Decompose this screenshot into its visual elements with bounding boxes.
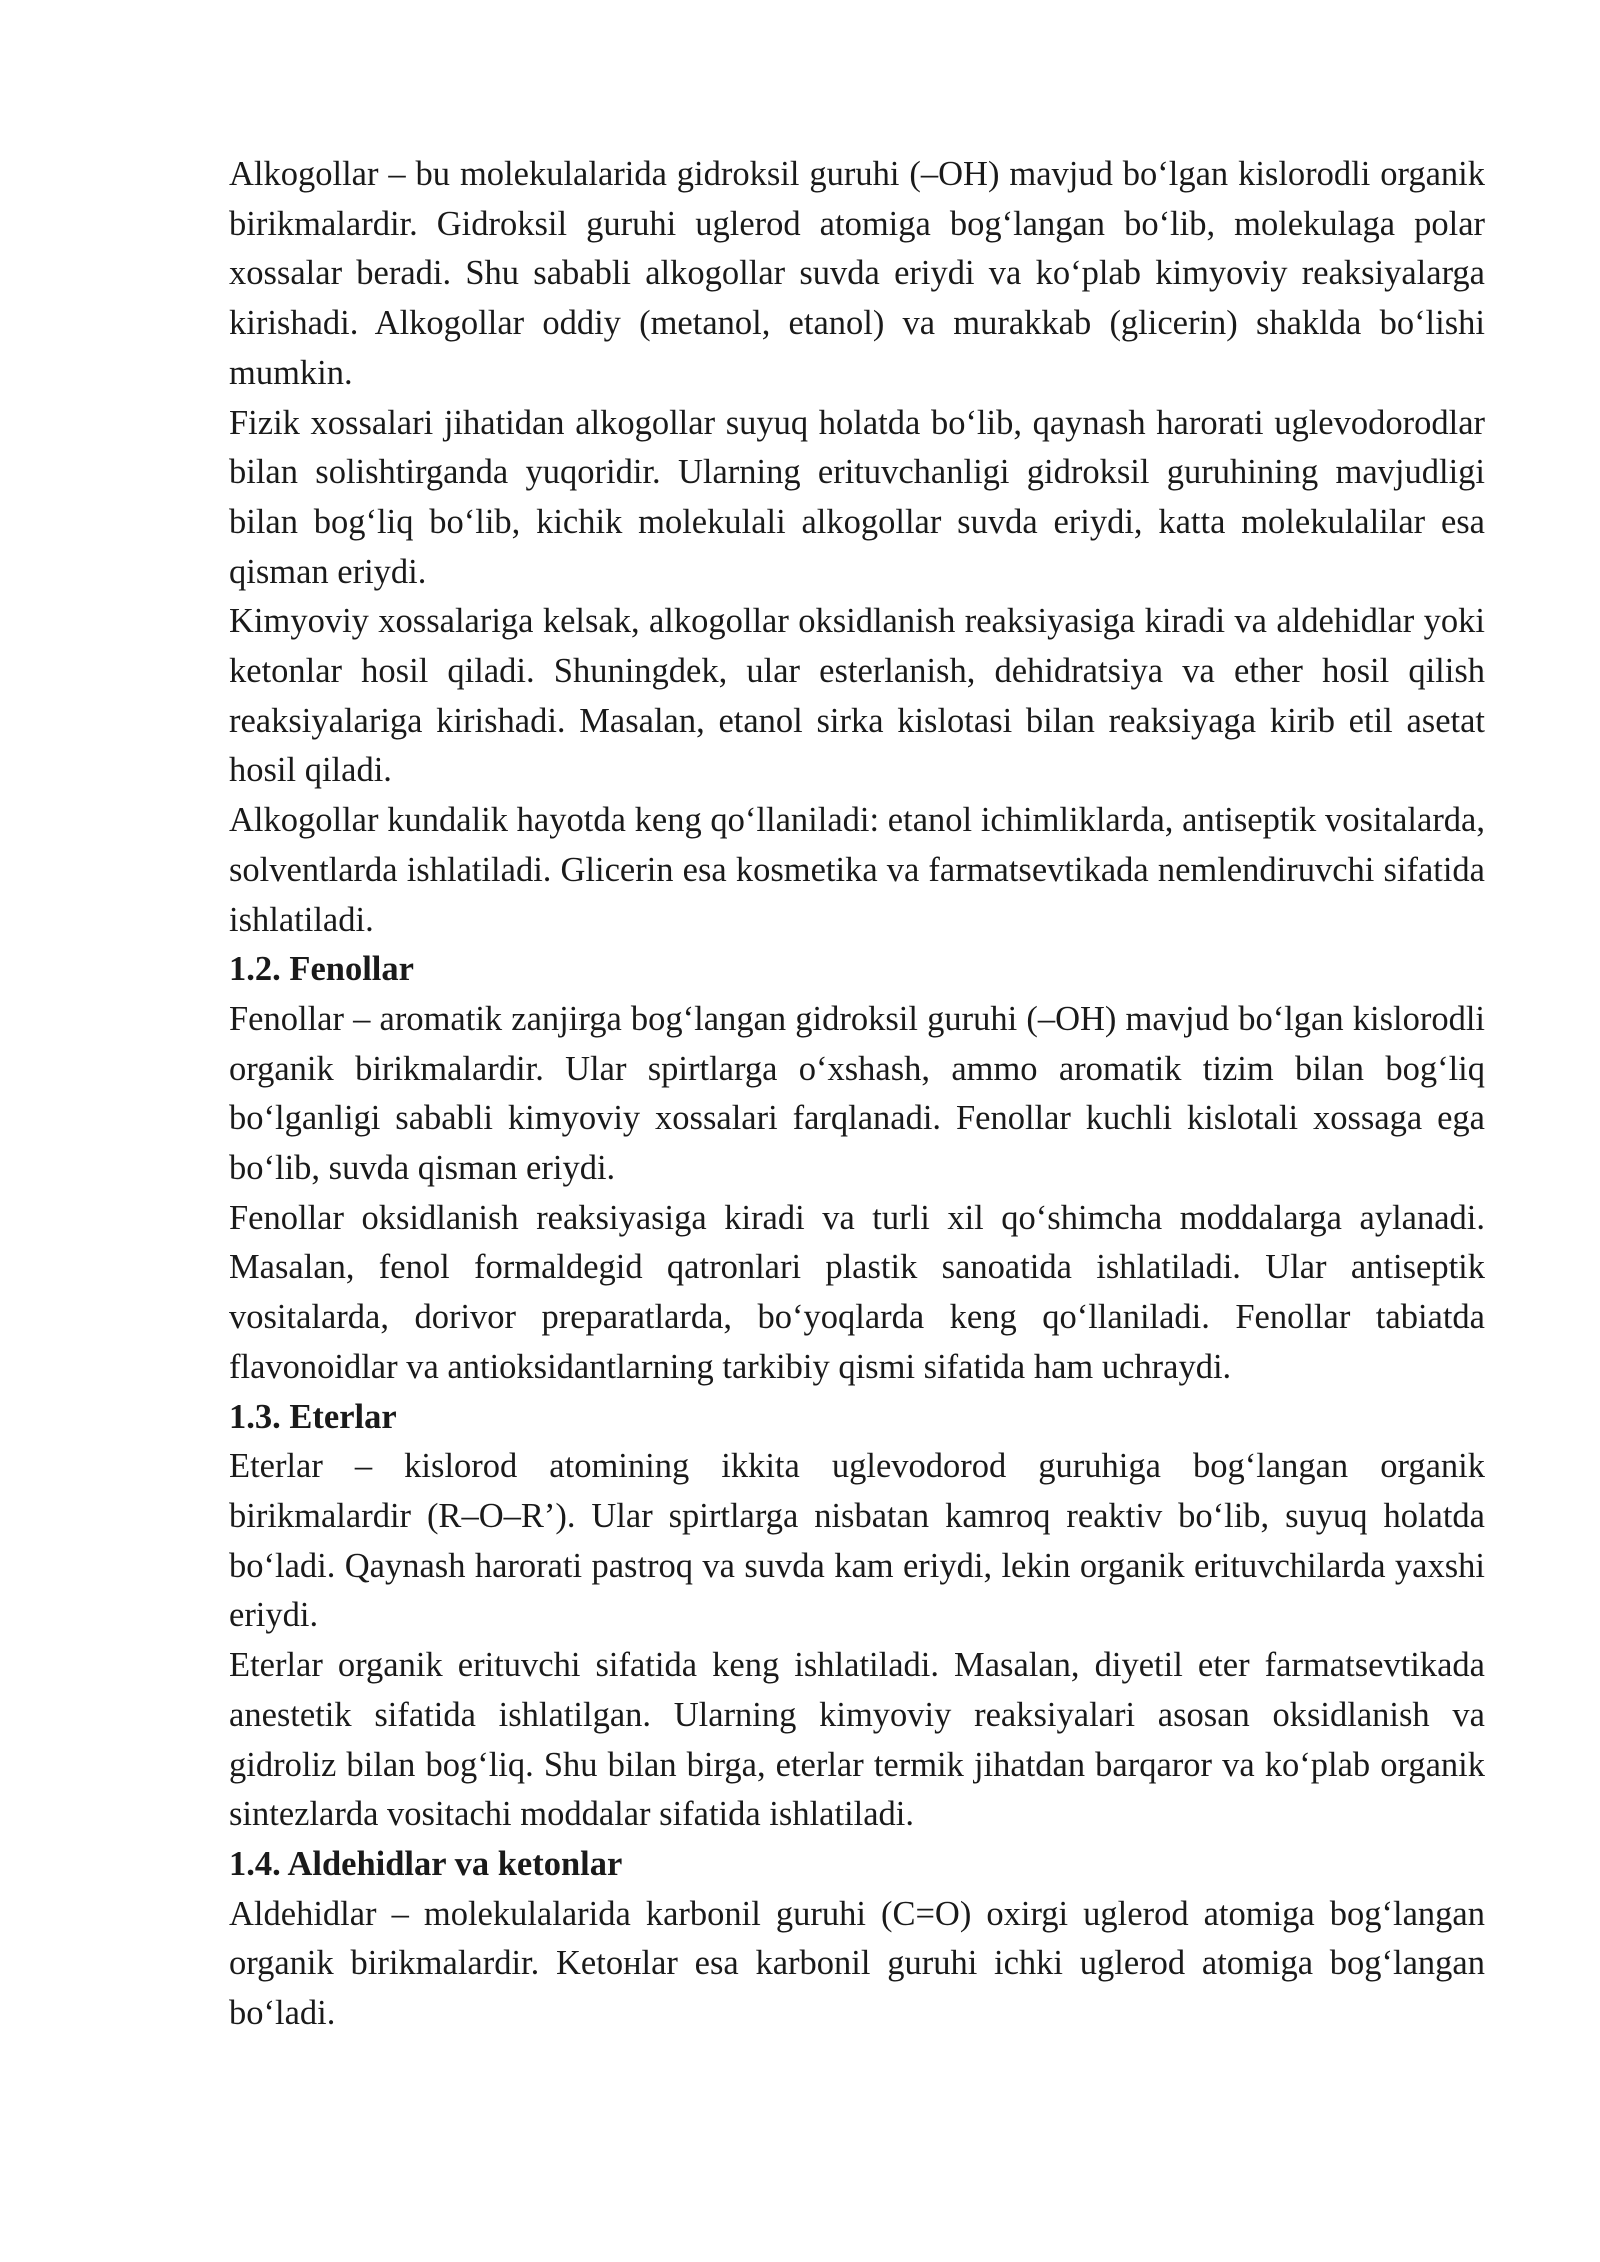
- paragraph-alcohols-physical: Fizik xossalari jihatidan alkogollar suyuq holatda bo‘lib, qaynash harorati uglevodorodlar bilan solishtirganda yuqoridir. Ularning erituvchanligi gidroksil guruhining mavjudligi bilan bog‘liq bo‘lib, kichik molekulali alkogollar suvda eriydi, katta molekulalilar esa qisman eriydi.: [229, 403, 1485, 591]
- heading-ethers: 1.3. Eterlar: [229, 1397, 397, 1436]
- paragraph-phenols-definition: Fenollar – aromatik zanjirga bog‘langan gidroksil guruhi (–OH) mavjud bo‘lgan kislorodli organik birikmalardir. Ular spirtlarga o‘xshash, ammo aromatik tizim bilan bog‘liq bo‘lganligi sababli kimyoviy xossalari farqlanadi. Fenollar kuchli kislotali xossaga ega bo‘lib, suvda qisman eriydi.: [229, 999, 1485, 1188]
- paragraph-alcohols-chemical: Kimyoviy xossalariga kelsak, alkogollar oksidlanish reaksiyasiga kiradi va aldehidlar yoki ketonlar hosil qiladi. Shuningdek, ular esterlanish, dehidratsiya va ether hosil qilish reaksiyalariga kirishadi. Masalan, etanol sirka kislotasi bilan reaksiyaga kirib etil asetat hosil qiladi.: [229, 602, 1485, 790]
- paragraph-phenols-usage: Fenollar oksidlanish reaksiyasiga kiradi va turli xil qo‘shimcha moddalarga aylanadi. Masalan, fenol formaldegid qatronlari plastik sanoatida ishlatiladi. Ular antiseptik vositalarda, dorivor preparatlarda, bo‘yoqlarda keng qo‘llaniladi. Fenollar tabiatda flavonoidlar va antioksidantlarning tarkibiy qismi sifatida ham uchraydi.: [229, 1198, 1485, 1386]
- paragraph-aldehydes-definition: Aldehidlar – molekulalarida karbonil guruhi (C=O) oxirgi uglerod atomiga bog‘langan organik birikmalardir. Ketонlar esa karbonil guruhi ichki uglerod atomiga bog‘langan bo‘ladi.: [229, 1894, 1485, 2033]
- paragraph-ethers-usage: Eterlar organik erituvchi sifatida keng ishlatiladi. Masalan, diyetil eter farmatsevtikada anestetik sifatida ishlatilgan. Ularning kimyoviy reaksiyalari asosan oksidlanish va gidroliz bilan bog‘liq. Shu bilan birga, eterlar termik jihatdan barqaror va ko‘plab organik sintezlarda vositachi moddalar sifatida ishlatiladi.: [229, 1646, 1485, 1834]
- paragraph-alcohols-definition: Alkogollar – bu molekulalarida gidroksil guruhi (–OH) mavjud bo‘lgan kislorodli organik birikmalardir. Gidroksil guruhi uglerod atomiga bog‘langan bo‘lib, molekulaga polar xossalar beradi. Shu sababli alkogollar suvda eriydi va ko‘plab kimyoviy reaksiyalarga kirishadi. Alkogollar oddiy (metanol, etanol) va murakkab (glicerin) shaklda bo‘lishi mumkin.: [229, 155, 1485, 392]
- paragraph-ethers-definition: Eterlar – kislorod atomining ikkita uglevodorod guruhiga bog‘langan organik birikmalardir (R–O–R’). Ular spirtlarga nisbatan kamroq reaktiv bo‘lib, suyuq holatda bo‘ladi. Qaynash harorati pastroq va suvda kam eriydi, lekin organik erituvchilarda yaxshi eriydi.: [229, 1447, 1485, 1635]
- heading-phenols: 1.2. Fenollar: [229, 950, 414, 989]
- paragraph-alcohols-usage: Alkogollar kundalik hayotda keng qo‘llaniladi: etanol ichimliklarda, antiseptik vositalarda, solventlarda ishlatiladi. Glicerin esa kosmetika va farmatsevtikada nemlendiruvchi sifatida ishlatiladi.: [229, 801, 1485, 939]
- heading-aldehydes-ketones: 1.4. Aldehidlar va ketonlar: [229, 1844, 623, 1883]
- document-page: [229, 150, 1485, 2039]
